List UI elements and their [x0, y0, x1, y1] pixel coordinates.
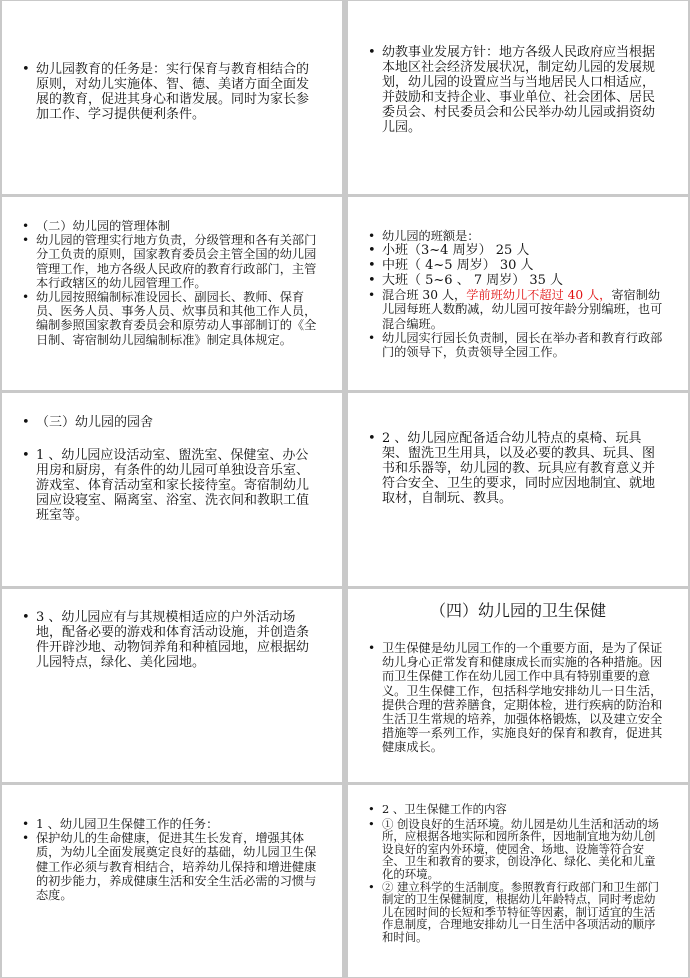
slide-4 [348, 197, 688, 390]
bullet-item: • 幼儿园按照编制标准设园长、副园长、教师、保育员、医务人员、事务人员、炊事员和其他工作人员，编制参照国家教育委员会和原劳动人事部制订的《全日制、寄宿制幼儿园编制标准》制定具体规定。 [22, 290, 320, 347]
bullet-item: • 中班（ 4~5 周岁） 30 人 [368, 258, 664, 273]
bullet-item: • 幼儿园教育的任务是：实行保育与教育相结合的原则，对幼儿实施体、智、德、美诸方面全面发展的教育，促进其身心和谐发展。同时为家长参加工作、学习提供便利条件。 [22, 62, 318, 122]
slide-10 [348, 785, 688, 977]
highlight-text: 学前班幼儿不超过 40 人， [466, 288, 612, 303]
bullet-item: • 3 、幼儿园应有与其规模相适应的户外活动场地，配备必要的游戏和体育活动设施，并创造条件开辟沙地、动物饲养角和种植园地，应根据幼儿园特点，绿化、美化园地。 [22, 610, 318, 670]
bullet-item: • 2 、幼儿园应配备适合幼儿特点的桌椅、玩具架、盥洗卫生用具，以及必要的教具、玩具、图书和乐器等，幼儿园的教、玩具应有教育意义并符合安全、卫生的要求，同时应因地制宜、就地取材，自制玩、教具。 [368, 431, 664, 506]
bullet-item: • （二）幼儿园的管理体制 [22, 219, 320, 233]
bullet-item: • 幼儿园实行园长负责制，园长在举办者和教育行政部门的领导下，负责领导全园工作。 [368, 331, 664, 359]
mixed-class-text: 混合班 30 人， [382, 288, 467, 303]
slide-title: （四）幼儿园的卫生保健 [429, 601, 606, 620]
bullet-item: • 1 、幼儿园卫生保健工作的任务： [22, 817, 320, 831]
slide-2 [348, 1, 688, 194]
bullet-item: • 幼儿园的班额是： [368, 229, 664, 243]
slide-3 [2, 197, 342, 390]
slide-5 [2, 393, 342, 586]
slide-7 [2, 589, 342, 782]
bullet-item: • 大班（ 5~6 、 7 周岁） 35 人 [368, 273, 664, 288]
bullet-item: • 1 、幼儿园应设活动室、盥洗室、保健室、办公用房和厨房，有条件的幼儿园可单独设音乐室、游戏室、体育活动室和家长接待室。寄宿制幼儿园应设寝室、隔离室、浴室、洗衣间和教职工值班室等。 [22, 448, 318, 523]
bullet-item: • 幼儿园的管理实行地方负责，分级管理和各有关部门分工负责的原则，国家教育委员会主管全国的幼儿园管理工作，地方各级人民政府的教育行政部门，主管本行政辖区的幼儿园管理工作。 [22, 233, 320, 290]
bullet-item: • 保护幼儿的生命健康，促进其生长发育，增强其体质，为幼儿全面发展奠定良好的基础，幼儿园卫生保健工作必须与教育相结合，培养幼儿保持和增进健康的初步能力，养成健康生活和安全生活必需的习惯与态度。 [22, 831, 320, 902]
bullet-item: • 幼教事业发展方针：地方各级人民政府应当根据本地区社会经济发展状况，制定幼儿园的发展规划，幼儿园的设置应当与当地居民人口相适应，并鼓励和支持企业、事业单位、社会团体、居民委员会、村民委员会和公民举办幼儿园或捐资幼儿园。 [368, 45, 664, 135]
bullet-item: • （三）幼儿园的园舍 [22, 415, 318, 430]
mixed-class-rest: 寄宿制幼儿园每班人数酌减，幼儿园可按年龄分别编班，也可混合编班。 [382, 288, 663, 331]
bullet-item: • 卫生保健是幼儿园工作的一个重要方面，是为了保证幼儿身心正常发育和健康成长而实施的各种措施。因而卫生保健工作在幼儿园工作中具有特别重要的意义。卫生保健工作，包括科学地安排幼儿一日生活，提供合理的营养膳食，定期体检，进行疾病的防治和生活卫生常规的培养，加强体格锻炼，以及建立安全措施等一系列工作，实施良好的保育和教育，促进其健康成长。 [368, 641, 666, 755]
bullet-item: • 小班（3~4 周岁） 25 人 [368, 243, 664, 258]
bullet-item: • ② 建立科学的生活制度。参照教育行政部门和卫生部门制定的卫生保健制度，根据幼儿年龄特点，同时考虑幼儿在园时间的长短和季节特征等因素，制订适宜的生活作息制度，合理地安排幼儿一日生活中各项活动的顺序和时间。 [368, 881, 666, 944]
slide-6 [348, 393, 688, 586]
bullet-item-mixed-class [368, 288, 664, 331]
bullet-item: • 2 、卫生保健工作的内容 [368, 803, 666, 816]
slide-8 [348, 589, 688, 782]
bullet-item: • ① 创设良好的生活环境。幼儿园是幼儿生活和活动的场所，应根据各地实际和园所条件，因地制宜地为幼儿创设良好的室内外环境，使园舍、场地、设施等符合安全、卫生和教育的要求，创设净化、绿化、美化和儿童化的环境。 [368, 818, 666, 881]
slide-9 [2, 785, 342, 977]
slide-1 [2, 1, 342, 194]
